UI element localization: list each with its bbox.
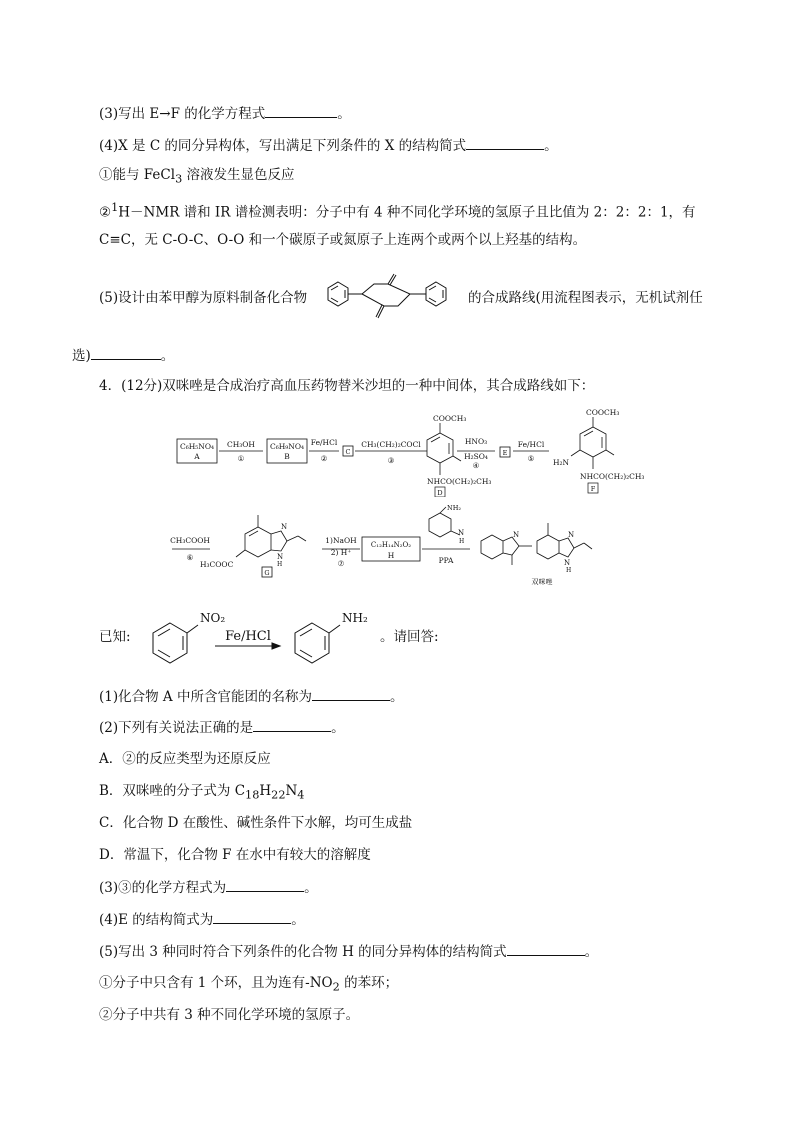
F-cooch3: COOCH₃ (586, 408, 620, 417)
known-reagent: Fe/HCl (225, 629, 271, 644)
product-h: H (566, 567, 572, 574)
q3-text: (3)写出 E→F 的化学方程式 (99, 106, 266, 122)
reagent-6: CH₃COOH (170, 536, 210, 545)
answer-blank[interactable] (466, 136, 544, 150)
known-reaction (140, 605, 380, 667)
compound-D-label: D (437, 489, 443, 497)
answer-blank[interactable] (312, 687, 390, 701)
compound-B-label: B (284, 452, 290, 461)
reagent-h: H (459, 538, 465, 545)
q4-option-b: B．双咪唑的分子式为 $C_{18}H_{22}N_4$ (99, 783, 305, 802)
answer-blank[interactable] (91, 346, 161, 360)
step-1: ① (237, 454, 245, 463)
q4-part-1: (1)化合物 A 中所含官能团的名称为 。 (99, 689, 404, 705)
step-5: ⑤ (527, 454, 535, 463)
q4-condition-1: ①分子中只含有 1 个环，且为连有$-NO_2$ 的苯环； (99, 975, 399, 994)
target-compound-structure (318, 262, 468, 334)
product-n-right: N (568, 531, 575, 539)
known-nh2: NH₂ (342, 611, 368, 625)
F-h2n: H₂N (553, 458, 570, 467)
step-2: ② (320, 454, 328, 463)
answer-blank[interactable] (507, 942, 585, 956)
q4-header: 4．(12分)双咪唑是合成治疗高血压药物替米沙坦的一种中间体，其合成路线如下： (99, 378, 595, 394)
answer-blank[interactable] (226, 878, 304, 892)
product-n-top: N (513, 531, 520, 539)
reagent-nh2: NH₂ (447, 505, 461, 512)
G-n-bottom: N (277, 553, 284, 561)
q4-part-2: (2)下列有关说法正确的是 。 (99, 720, 345, 736)
q3-condition-2: ②$^1$H－NMR 谱和 IR 谱检测表明：分子中有 4 种不同化学环境的氢原子且比值为 2：2：2：1，有 (99, 201, 696, 221)
q4-condition-2: ②分子中共有 3 种不同化学环境的氢原子。 (99, 1007, 360, 1023)
reagent-2: Fe/HCl (310, 438, 338, 447)
q3-line-5-b: 的合成路线(用流程图表示，无机试剂任 (468, 290, 703, 306)
G-h3cooc: H₃COOC (200, 560, 234, 569)
D-cooch3: COOCH₃ (433, 414, 467, 423)
synthesis-scheme-row-2 (170, 505, 650, 587)
product-n-bottom: N (564, 559, 571, 567)
G-n-top: N (281, 523, 288, 531)
q4-part-3: (3)③的化学方程式为 。 (99, 880, 318, 896)
answer-blank[interactable] (265, 104, 337, 118)
known-tail: 。请回答: (380, 629, 439, 645)
compound-H-label: H (387, 551, 395, 560)
F-nhco: NHCO(CH₂)₂CH₃ (580, 472, 645, 481)
step-6: ⑥ (186, 553, 194, 562)
q4-option-d: D．常温下，化合物 F 在水中有较大的溶解度 (99, 847, 371, 863)
compound-B-formula: C₆H₉NO₄ (269, 442, 305, 451)
compound-G-label: G (264, 569, 270, 577)
reagent-8: PPA (438, 556, 454, 565)
reagent-1: CH₃OH (227, 440, 255, 449)
answer-blank[interactable] (213, 910, 291, 924)
q3-condition-1: ①能与 FeCl$_3$ 溶液发生显色反应 (99, 167, 295, 186)
step-3: ③ (387, 456, 395, 465)
step-7: ⑦ (337, 559, 345, 568)
known-no2: NO₂ (200, 611, 226, 625)
reagent-4a: HNO₃ (464, 437, 488, 446)
compound-A-label: A (194, 452, 200, 461)
product-name: 双咪唑 (531, 578, 553, 586)
D-nhco: NHCO(CH₂)₂CH₃ (427, 477, 492, 486)
compound-C-label: C (345, 448, 351, 456)
compound-E-label: E (502, 449, 508, 457)
compound-F-label: F (590, 485, 596, 493)
known-label: 已知: (99, 629, 131, 645)
reagent-7a: 1)NaOH (325, 536, 357, 545)
G-h: H (277, 561, 283, 568)
reagent-3: CH₃(CH₂)₂COCl (361, 440, 421, 449)
q4-part-4: (4)E 的结构简式为 。 (99, 912, 305, 928)
q4-option-c: C．化合物 D 在酸性、碱性条件下水解，均可生成盐 (99, 815, 413, 831)
q3-line-4: (4)X 是 C 的同分异构体，写出满足下列条件的 X 的结构简式 。 (99, 138, 558, 154)
q3-line-5: (5)设计由苯甲醇为原料制备化合物 (99, 290, 308, 306)
q4-part-5: (5)写出 3 种同时符合下列条件的化合物 H 的同分异构体的结构简式 。 (99, 944, 599, 960)
step-4: ④ (472, 461, 480, 470)
reagent-n: N (458, 529, 465, 537)
q3-condition-2-cont: C≡C，无 C-O-C、O-O 和一个碳原子或氮原子上连两个或两个以上羟基的结构。 (99, 232, 587, 248)
reagent-7b: 2) H⁺ (330, 548, 352, 557)
reagent-5: Fe/HCl (517, 440, 545, 449)
q3-line-5-cont: 选) 。 (72, 348, 175, 364)
answer-blank[interactable] (253, 718, 331, 732)
q3-text: (4)X 是 C 的同分异构体，写出满足下列条件的 X 的结构简式 (99, 138, 467, 154)
reagent-4b: H₂SO₄ (464, 452, 488, 461)
q3-line-3: (3)写出 E→F 的化学方程式 。 (99, 106, 351, 122)
q4-option-a: A．②的反应类型为还原反应 (99, 751, 271, 767)
compound-H-formula: C₁₂H₁₄N₂O₂ (370, 541, 412, 549)
compound-A-formula: C₆H₅NO₄ (179, 442, 215, 451)
synthesis-scheme-row-1 (175, 405, 655, 497)
